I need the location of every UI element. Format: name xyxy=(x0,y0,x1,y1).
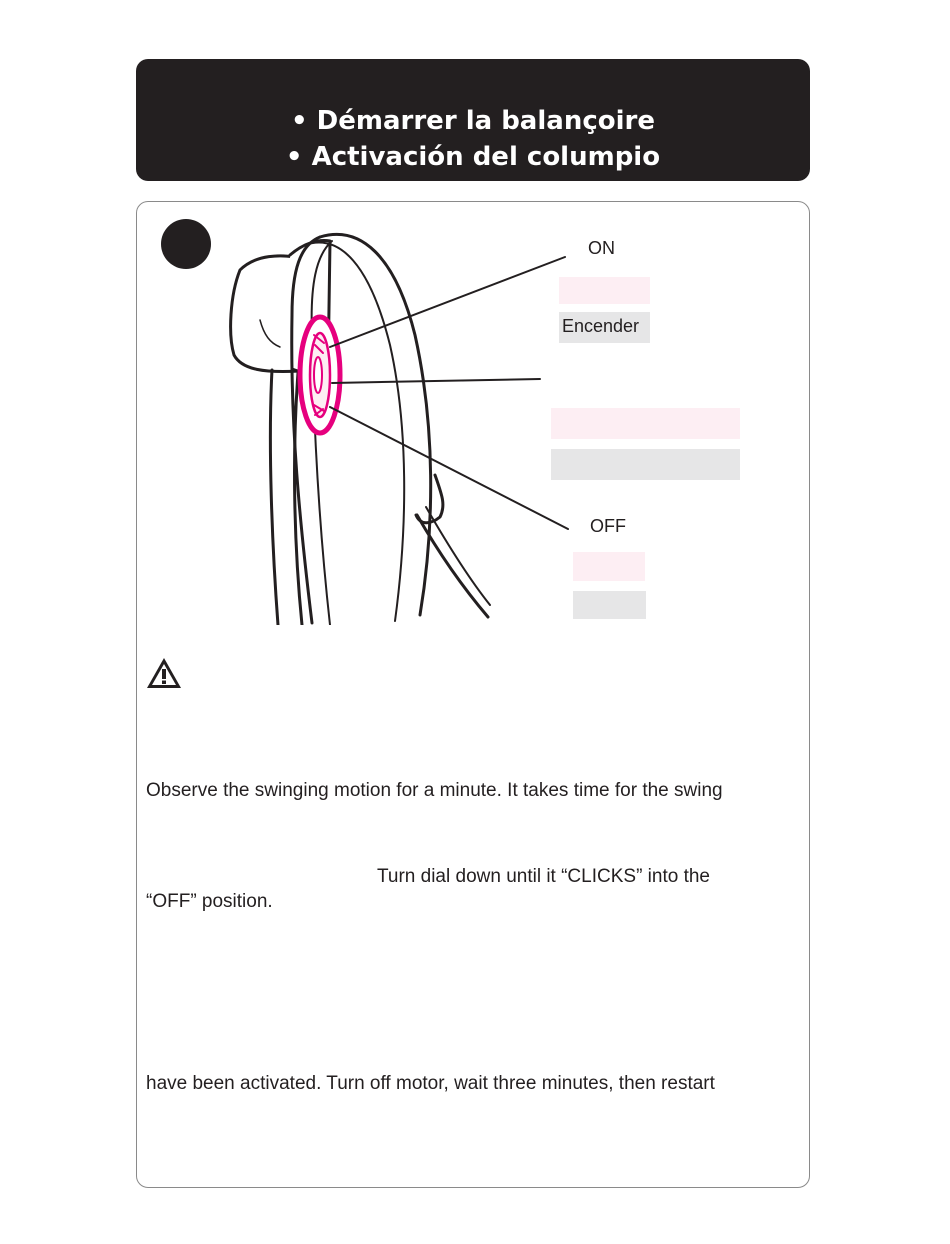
spanish-dial-placeholder-box xyxy=(551,449,740,480)
french-dial-placeholder-box xyxy=(551,408,740,439)
on-label: ON xyxy=(588,238,615,258)
encender-label: Encender xyxy=(562,316,640,336)
title-spanish: • Activación del columpio xyxy=(285,142,661,172)
text-line-off-position: “OFF” position. xyxy=(146,891,273,912)
title-banner xyxy=(136,59,810,181)
text-line-activated: have been activated. Turn off motor, wait three minutes, then restart xyxy=(146,1073,715,1094)
text-line-observe: Observe the swinging motion for a minute. It takes time for the swing xyxy=(146,780,723,801)
off-label: OFF xyxy=(590,516,626,536)
french-on-placeholder-box xyxy=(559,277,650,304)
title-french: • Démarrer la balançoire xyxy=(291,106,655,136)
warning-triangle-icon xyxy=(145,656,183,690)
french-off-placeholder-box xyxy=(573,552,645,581)
text-line-turn-dial: Turn dial down until it “CLICKS” into the xyxy=(377,866,711,887)
spanish-on-box xyxy=(559,312,650,343)
title-lines xyxy=(136,103,810,175)
step-number-dot xyxy=(161,219,211,269)
spanish-off-placeholder-box xyxy=(573,591,646,619)
